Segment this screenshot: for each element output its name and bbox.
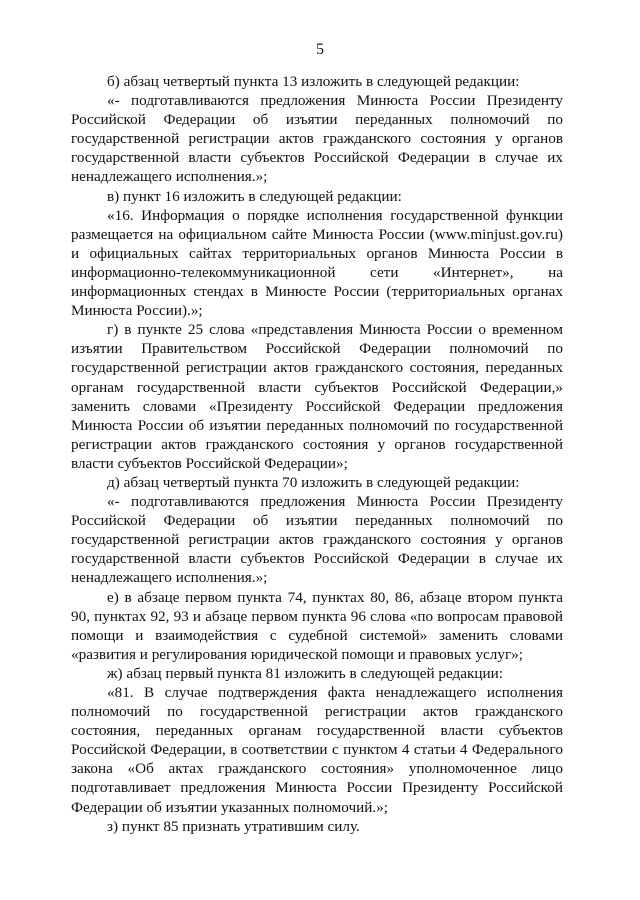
- document-body: [71, 72, 563, 836]
- paragraph-v-text: «16. Информация о порядке исполнения государственной функции размещается на официальном сайте Минюста России (www.minjust.gov.ru) и официальных сайтах территориальных органов Минюста России в информационно-телекоммуникационной сети «Интернет», на информационных стендах в Минюсте России (территориальных органах Минюста России).»;: [71, 206, 563, 320]
- page-number: 5: [316, 41, 324, 58]
- paragraph-zh-heading: ж) абзац первый пункта 81 изложить в следующей редакции:: [107, 664, 503, 682]
- paragraph-d-text: «- подготавливаются предложения Минюста России Президенту Российской Федерации об изъятии переданных полномочий по государственной регистрации актов гражданского состояния у органов государственной власти субъектов Российской Федерации в случае их ненадлежащего исполнения.»;: [71, 493, 563, 587]
- paragraph-e-text: е) в абзаце первом пункта 74, пунктах 80, 86, абзаце втором пункта 90, пунктах 92, 93 и абзаце первом пункта 96 слова «по вопросам правовой помощи и взаимодействия с судебной системой» заменить словами «развития и регулирования юридической помощи и правовых услуг»;: [71, 588, 563, 663]
- paragraph-b-text: «- подготавливаются предложения Минюста России Президенту Российской Федерации об изъятии переданных полномочий по государственной регистрации актов гражданского состояния у органов государственной власти субъектов Российской Федерации в случае их ненадлежащего исполнения.»;: [71, 92, 563, 186]
- paragraph-d-heading: д) абзац четвертый пункта 70 изложить в следующей редакции:: [107, 473, 520, 491]
- paragraph-g-text: г) в пункте 25 слова «представления Минюста России о временном изъятии Правительством Российской Федерации полномочий по государственной регистрации актов гражданского состояния, переданных органам государственной власти субъектов Российской Федерации,» заменить словами «Президенту Российской Федерации предложения Минюста России об изъятии переданных полномочий по государственной регистрации актов гражданского состояния у органов государственной власти субъектов Российской Федерации»;: [71, 321, 563, 472]
- paragraph-zh-text: «81. В случае подтверждения факта ненадлежащего исполнения полномочий по государственной регистрации актов гражданского состояния, переданных органам государственной власти субъектов Российской Федерации, в соответствии с пунктом 4 статьи 4 Федерального закона «Об актах гражданского состояния» уполномоченное лицо подготавливает предложения Минюста России Президенту Российской Федерации об изъятии указанных полномочий.»;: [71, 684, 563, 816]
- paragraph-b-heading: б) абзац четвертый пункта 13 изложить в следующей редакции:: [107, 73, 520, 90]
- paragraph-v-heading: в) пункт 16 изложить в следующей редакции:: [107, 187, 402, 205]
- paragraph-z-text: з) пункт 85 признать утратившим силу.: [107, 817, 360, 835]
